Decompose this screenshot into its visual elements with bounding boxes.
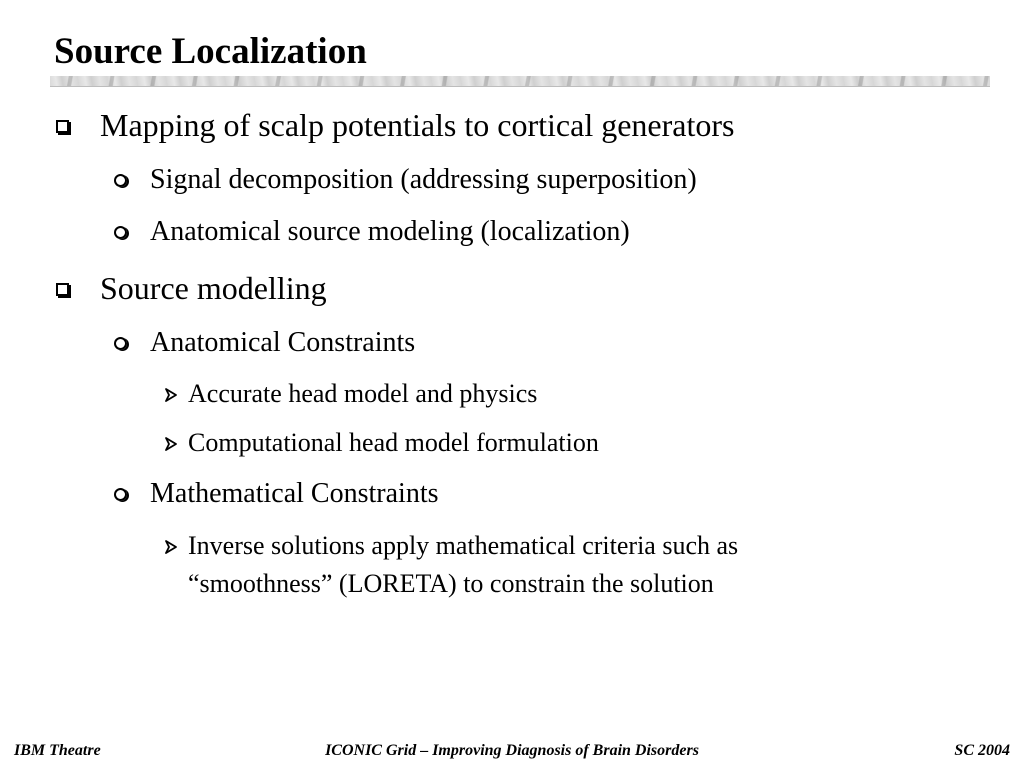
bullet-item (100, 106, 734, 144)
circle-bullet-icon (114, 174, 127, 187)
sub-sub-bullet-item (188, 527, 738, 603)
arrow-bullet-icon (164, 437, 178, 451)
sub-sub-bullet-item (188, 375, 537, 413)
footer-right: SC 2004 (954, 742, 1010, 759)
arrow-bullet-icon (164, 540, 178, 554)
bullet-text-continuation: “smoothness” (LORETA) to constrain the solution (188, 569, 714, 598)
bullet-text: Signal decomposition (addressing superposition) (150, 164, 697, 195)
square-bullet-icon (56, 120, 69, 133)
sub-bullet-item (150, 163, 697, 197)
bullet-text: Anatomical Constraints (150, 327, 416, 358)
bullet-text: Accurate head model and physics (188, 379, 538, 408)
footer-center: ICONIC Grid – Improving Diagnosis of Brain Disorders (325, 742, 699, 759)
bullet-text: Anatomical source modeling (localization) (150, 216, 630, 247)
sub-bullet-item (150, 215, 630, 249)
circle-bullet-icon (114, 488, 127, 501)
bullet-text: Computational head model formulation (188, 428, 599, 457)
arrow-bullet-icon (164, 388, 178, 402)
circle-bullet-icon (114, 226, 127, 239)
bullet-text: Inverse solutions apply mathematical criteria such as (188, 531, 739, 560)
bullet-text: Mapping of scalp potentials to cortical generators (100, 107, 735, 143)
title-underline-rule (50, 76, 990, 87)
bullet-item (100, 269, 327, 307)
sub-sub-bullet-item (188, 424, 599, 462)
circle-bullet-icon (114, 337, 127, 350)
sub-bullet-item (150, 477, 439, 511)
footer-left: IBM Theatre (14, 742, 101, 759)
bullet-text: Source modelling (100, 270, 327, 306)
sub-bullet-item (150, 326, 415, 360)
square-bullet-icon (56, 283, 69, 296)
slide-title: Source Localization (54, 31, 367, 72)
bullet-text: Mathematical Constraints (150, 478, 439, 509)
